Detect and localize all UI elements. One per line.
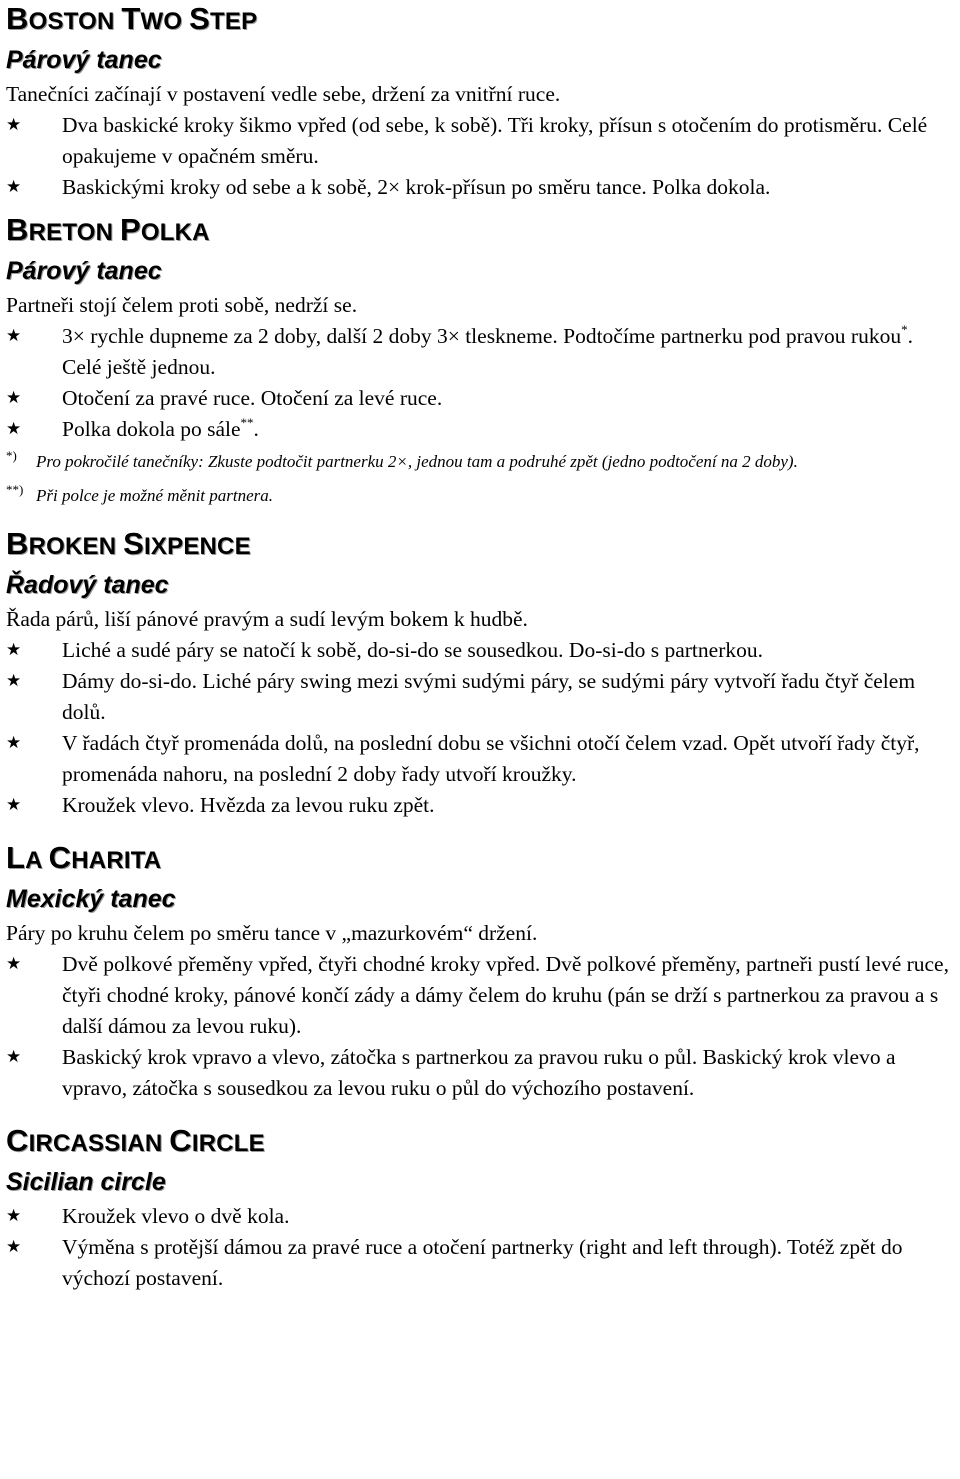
list-item: ★ Polka dokola po sále**. xyxy=(6,414,952,445)
dance-la-charita xyxy=(6,839,952,1104)
star-bullet-icon: ★ xyxy=(6,1237,22,1257)
dance-type: Řadový tanec xyxy=(6,571,169,599)
dance-title: CIRCASSIAN CIRCLE xyxy=(6,1123,265,1158)
star-bullet-icon: ★ xyxy=(6,115,22,135)
dance-type: Párový tanec xyxy=(6,257,162,285)
starting-position: Páry po kruhu čelem po směru tance v „mazurkovém“ držení. xyxy=(6,921,538,945)
list-item: ★ Výměna s protější dámou za pravé ruce a otočení partnerky (right and left through). Totéž zpět do výchozí postavení. xyxy=(6,1232,952,1294)
dance-type: Mexický tanec xyxy=(6,885,176,913)
step-list xyxy=(6,949,952,1104)
list-item: ★ Baskickými kroky od sebe a k sobě, 2× krok-přísun po směru tance. Polka dokola. xyxy=(6,172,952,203)
list-item: ★ Liché a sudé páry se natočí k sobě, do-si-do se sousedkou. Do-si-do s partnerkou. xyxy=(6,635,952,666)
star-bullet-icon: ★ xyxy=(6,1047,22,1067)
dance-title: LA CHARITA xyxy=(6,840,162,875)
list-item: ★ Otočení za pravé ruce. Otočení za levé ruce. xyxy=(6,383,952,414)
dance-type: Párový tanec xyxy=(6,46,162,74)
list-item: ★ Dvě polkové přeměny vpřed, čtyři chodné kroky vpřed. Dvě polkové přeměny, partneři pustí levé ruce, čtyři chodné kroky, pánové končí zády a dámy čelem do kruhu (pán se drží s partnerkou za pravou a s další dámou za levou ruku). xyxy=(6,949,952,1042)
star-bullet-icon: ★ xyxy=(6,733,22,753)
starting-position: Partneři stojí čelem proti sobě, nedrží se. xyxy=(6,293,358,317)
starting-position: Řada párů, liší pánové pravým a sudí levým bokem k hudbě. xyxy=(6,607,528,631)
dance-boston-two-step xyxy=(6,0,952,203)
star-bullet-icon: ★ xyxy=(6,388,22,408)
dance-title: BRETON POLKA xyxy=(6,212,210,247)
dance-type: Sicilian circle xyxy=(6,1168,166,1196)
dance-title: BROKEN SIXPENCE xyxy=(6,526,251,561)
list-item: ★ Dámy do-si-do. Liché páry swing mezi svými sudými páry, se sudými páry vytvoří řadu čtyř čelem dolů. xyxy=(6,666,952,728)
star-bullet-icon: ★ xyxy=(6,326,22,346)
list-item: ★ Kroužek vlevo. Hvězda za levou ruku zpět. xyxy=(6,790,952,821)
dance-breton-polka xyxy=(6,211,952,509)
list-item: ★ V řadách čtyř promenáda dolů, na poslední dobu se všichni otočí čelem vzad. Opět utvoří řady čtyř, promenáda nahoru, na poslední 2 doby řady utvoří kroužky. xyxy=(6,728,952,790)
star-bullet-icon: ★ xyxy=(6,419,22,439)
list-item: ★ Kroužek vlevo o dvě kola. xyxy=(6,1201,952,1232)
dance-circassian-circle xyxy=(6,1122,952,1294)
list-item: ★ 3× rychle dupneme za 2 doby, další 2 doby 3× tleskneme. Podtočíme partnerku pod pravou rukou*. Celé ještě jednou. xyxy=(6,322,913,379)
step-list xyxy=(6,321,952,445)
step-list xyxy=(6,110,952,203)
dance-title: BOSTON TWO STEP xyxy=(6,1,258,36)
footnote-ref: * xyxy=(901,322,908,337)
star-bullet-icon: ★ xyxy=(6,671,22,691)
star-bullet-icon: ★ xyxy=(6,795,22,815)
star-bullet-icon: ★ xyxy=(6,177,22,197)
dance-broken-sixpence xyxy=(6,525,952,821)
footnote-ref: ** xyxy=(240,415,254,430)
step-list xyxy=(6,1201,952,1294)
starting-position: Tanečníci začínají v postavení vedle sebe, držení za vnitřní ruce. xyxy=(6,82,561,106)
footnote: **) Při polce je možné měnit partnera. xyxy=(6,482,274,505)
footnotes xyxy=(6,449,952,509)
list-item: ★ Baskický krok vpravo a vlevo, zátočka s partnerkou za pravou ruku o půl. Baskický krok vlevo a vpravo, zátočka s sousedkou za levou ruku o půl do výchozího postavení. xyxy=(6,1042,952,1104)
star-bullet-icon: ★ xyxy=(6,954,22,974)
step-list xyxy=(6,635,952,821)
list-item: ★ Dva baskické kroky šikmo vpřed (od sebe, k sobě). Tři kroky, přísun s otočením do protisměru. Celé opakujeme v opačném směru. xyxy=(6,110,952,172)
footnote: *) Pro pokročilé tanečníky: Zkuste podtočit partnerku 2×, jednou tam a podruhé zpět (jedno podtočení na 2 doby). xyxy=(6,448,798,471)
star-bullet-icon: ★ xyxy=(6,640,22,660)
star-bullet-icon: ★ xyxy=(6,1206,22,1226)
